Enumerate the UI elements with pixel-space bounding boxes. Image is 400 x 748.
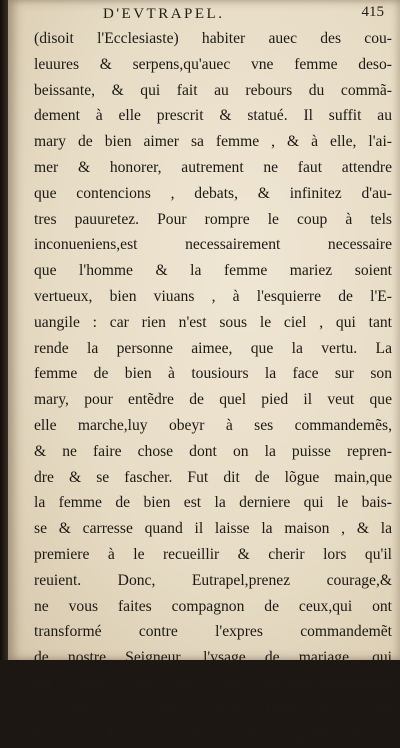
text-line: (disoit l'Ecclesiaste) habiter auec des cou- xyxy=(34,30,392,47)
text-line: ne vous faites compagnon de ceux,qui ont xyxy=(34,597,392,615)
text-line: rende la personne aimee, que la vertu. La xyxy=(34,339,392,357)
text-line: beissante, & qui fait au rebours du commã- xyxy=(34,81,392,99)
running-head-title: D'EVTRAPEL. xyxy=(103,6,225,22)
text-line: premiere à le recueillir & cherir lors qu'il xyxy=(34,545,392,563)
book-page xyxy=(8,0,400,744)
text-line: mary, pour entẽdre de quel pied il veut que xyxy=(34,391,392,409)
text-line: dre & se fascher. Fut dit de lõgue main,que xyxy=(34,468,392,486)
text-line: la femme de bien est la derniere qui le bais- xyxy=(34,494,392,512)
text-line: uangile : car rien n'est sous le ciel , qui tant xyxy=(34,313,392,331)
text-line: que contencions , debats, & infinitez d'au- xyxy=(34,184,392,202)
text-line: femme de bien à tousiours la face sur son xyxy=(34,365,392,383)
text-line: & ne faire chose dont on la puisse repren- xyxy=(34,442,392,460)
text-line: Eutrapel. Ie te le diray, dit Lupolde, il ne xyxy=(34,726,392,744)
text-line: à toutes rencontres. Mais, Quel mais? dit xyxy=(34,700,392,718)
text-line: inconueniens,est necessairement necessaire xyxy=(34,236,392,254)
text-line: se & carresse quand il laisse la maison , & la xyxy=(34,520,392,538)
text-line: vertueux, bien viuans , à l'esquierre de l'E- xyxy=(34,287,392,305)
text-line: est sainct, en vne vie lubrique,abandonnee xyxy=(34,674,392,692)
text-line: tres pauuretez. Pour rompre le coup à tels xyxy=(34,210,392,228)
running-head xyxy=(8,4,400,26)
text-line: dement à elle prescrit & statué. Il suffit au xyxy=(34,107,392,125)
text-line: mary de bien aimer sa femme , & à elle, l'ai- xyxy=(34,133,392,151)
text-line: reuient. Donc, Eutrapel,prenez courage,& xyxy=(34,571,392,589)
text-line: transformé contre l'expres commandemẽt xyxy=(34,623,392,641)
text-line: de nostre Seigneur, l'vsage de mariage, qui xyxy=(34,649,392,667)
book-gutter-shadow xyxy=(0,0,8,660)
page-number: 415 xyxy=(361,4,384,20)
text-line: mer & honorer, autrement ne faut attendre xyxy=(34,158,392,176)
body-text xyxy=(34,26,392,748)
text-line: elle marche,luy obeyr à ses commandemẽs, xyxy=(34,416,392,434)
text-line: que l'homme & la femme mariez soient xyxy=(34,262,392,280)
text-line: leuures & serpens,qu'auec vne femme deso- xyxy=(34,55,392,73)
